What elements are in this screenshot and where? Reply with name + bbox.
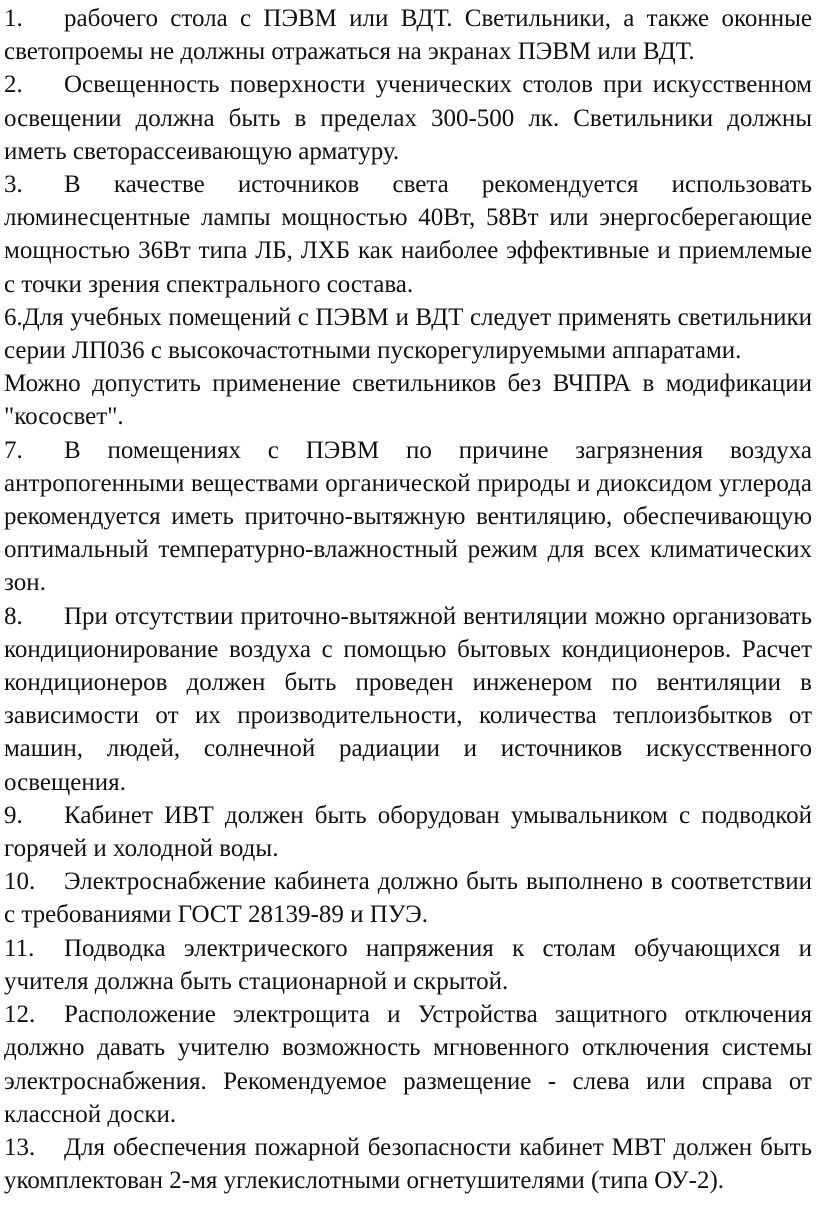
item-text: Можно допустить применение светильников без ВЧПРА в модификации "кососвет".	[4, 370, 812, 431]
item-number: 7.	[4, 436, 23, 464]
item-text: В помещениях с ПЭВМ по причине загрязнения воздуха антропогенными веществами органической природы и диоксидом углерода рекомендуется иметь приточно-вытяжную вентиляцию, обеспечивающую оптимальный температурно-влажностный режим для всех климатических зон.	[4, 436, 812, 597]
item-text: Кабинет ИВТ должен быть оборудован умывальником с подводкой горячей и холодной воды.	[4, 801, 812, 863]
paragraph-6	[4, 301, 812, 367]
item-number: 12.	[4, 1001, 36, 1029]
paragraph-8	[4, 600, 812, 799]
item-text: рабочего стола с ПЭВМ или ВДТ. Светильники, а также оконные светопроемы не должны отражаться на экранах ПЭВМ или ВДТ.	[4, 5, 812, 66]
paragraph-10	[4, 865, 812, 931]
item-number: 1.	[4, 5, 23, 32]
item-number: 6.	[4, 303, 23, 331]
item-number: 9.	[4, 801, 23, 829]
item-text: Для обеспечения пожарной безопасности кабинет МВТ должен быть укомплектован 2-мя углекислотными огнетушителями (типа ОУ-2).	[4, 1133, 812, 1195]
item-text: Расположение электрощита и Устройства защитного отключения должно давать учителю возможность мгновенного отключения системы электроснабжения. Рекомендуемое размещение - слева или справа от классной доски.	[4, 1001, 812, 1128]
paragraph-3	[4, 168, 812, 301]
item-number: 13.	[4, 1133, 36, 1161]
paragraph-2	[4, 68, 812, 168]
item-number: 3.	[4, 171, 23, 199]
item-number: 11.	[4, 934, 35, 962]
item-number: 2.	[4, 71, 23, 99]
paragraph-13	[4, 1131, 812, 1197]
item-text: Освещенность поверхности ученических столов при искусственном освещении должна быть в пределах 300-500 лк. Светильники должны иметь светорассеивающую арматуру.	[4, 71, 812, 165]
paragraph-11	[4, 932, 812, 998]
item-number: 8.	[4, 602, 23, 630]
paragraph-note	[4, 367, 812, 433]
paragraph-12	[4, 998, 812, 1131]
item-text: Для учебных помещений с ПЭВМ и ВДТ следует применять светильники серии ЛП036 с высокочастотными пускорегулируемыми аппаратами.	[4, 303, 812, 365]
paragraph-7	[4, 434, 812, 600]
item-text: Подводка электрического напряжения к столам обучающихся и учителя должна быть стационарной и скрытой.	[4, 934, 812, 995]
paragraph-9	[4, 799, 812, 865]
document-page	[4, 0, 812, 1197]
item-text: Электроснабжение кабинета должно быть выполнено в соответствии с требованиями ГОСТ 28139-89 и ПУЭ.	[4, 868, 812, 929]
item-text: При отсутствии приточно-вытяжной вентиляции можно организовать кондиционирование воздуха с помощью бытовых кондиционеров. Расчет кондиционеров должен быть проведен инженером по вентиляции в зависимости от их производительности, количества теплоизбытков от машин, людей, солнечной радиации и источников искусственного освещения.	[4, 602, 812, 796]
item-number: 10.	[4, 868, 36, 896]
item-text: В качестве источников света рекомендуется использовать люминесцентные лампы мощностью 40Вт, 58Вт или энергосберегающие мощностью 36Вт типа ЛБ, ЛХБ как наиболее эффективные и приемлемые с точки зрения спектрального состава.	[4, 171, 812, 298]
paragraph-1	[4, 2, 812, 68]
